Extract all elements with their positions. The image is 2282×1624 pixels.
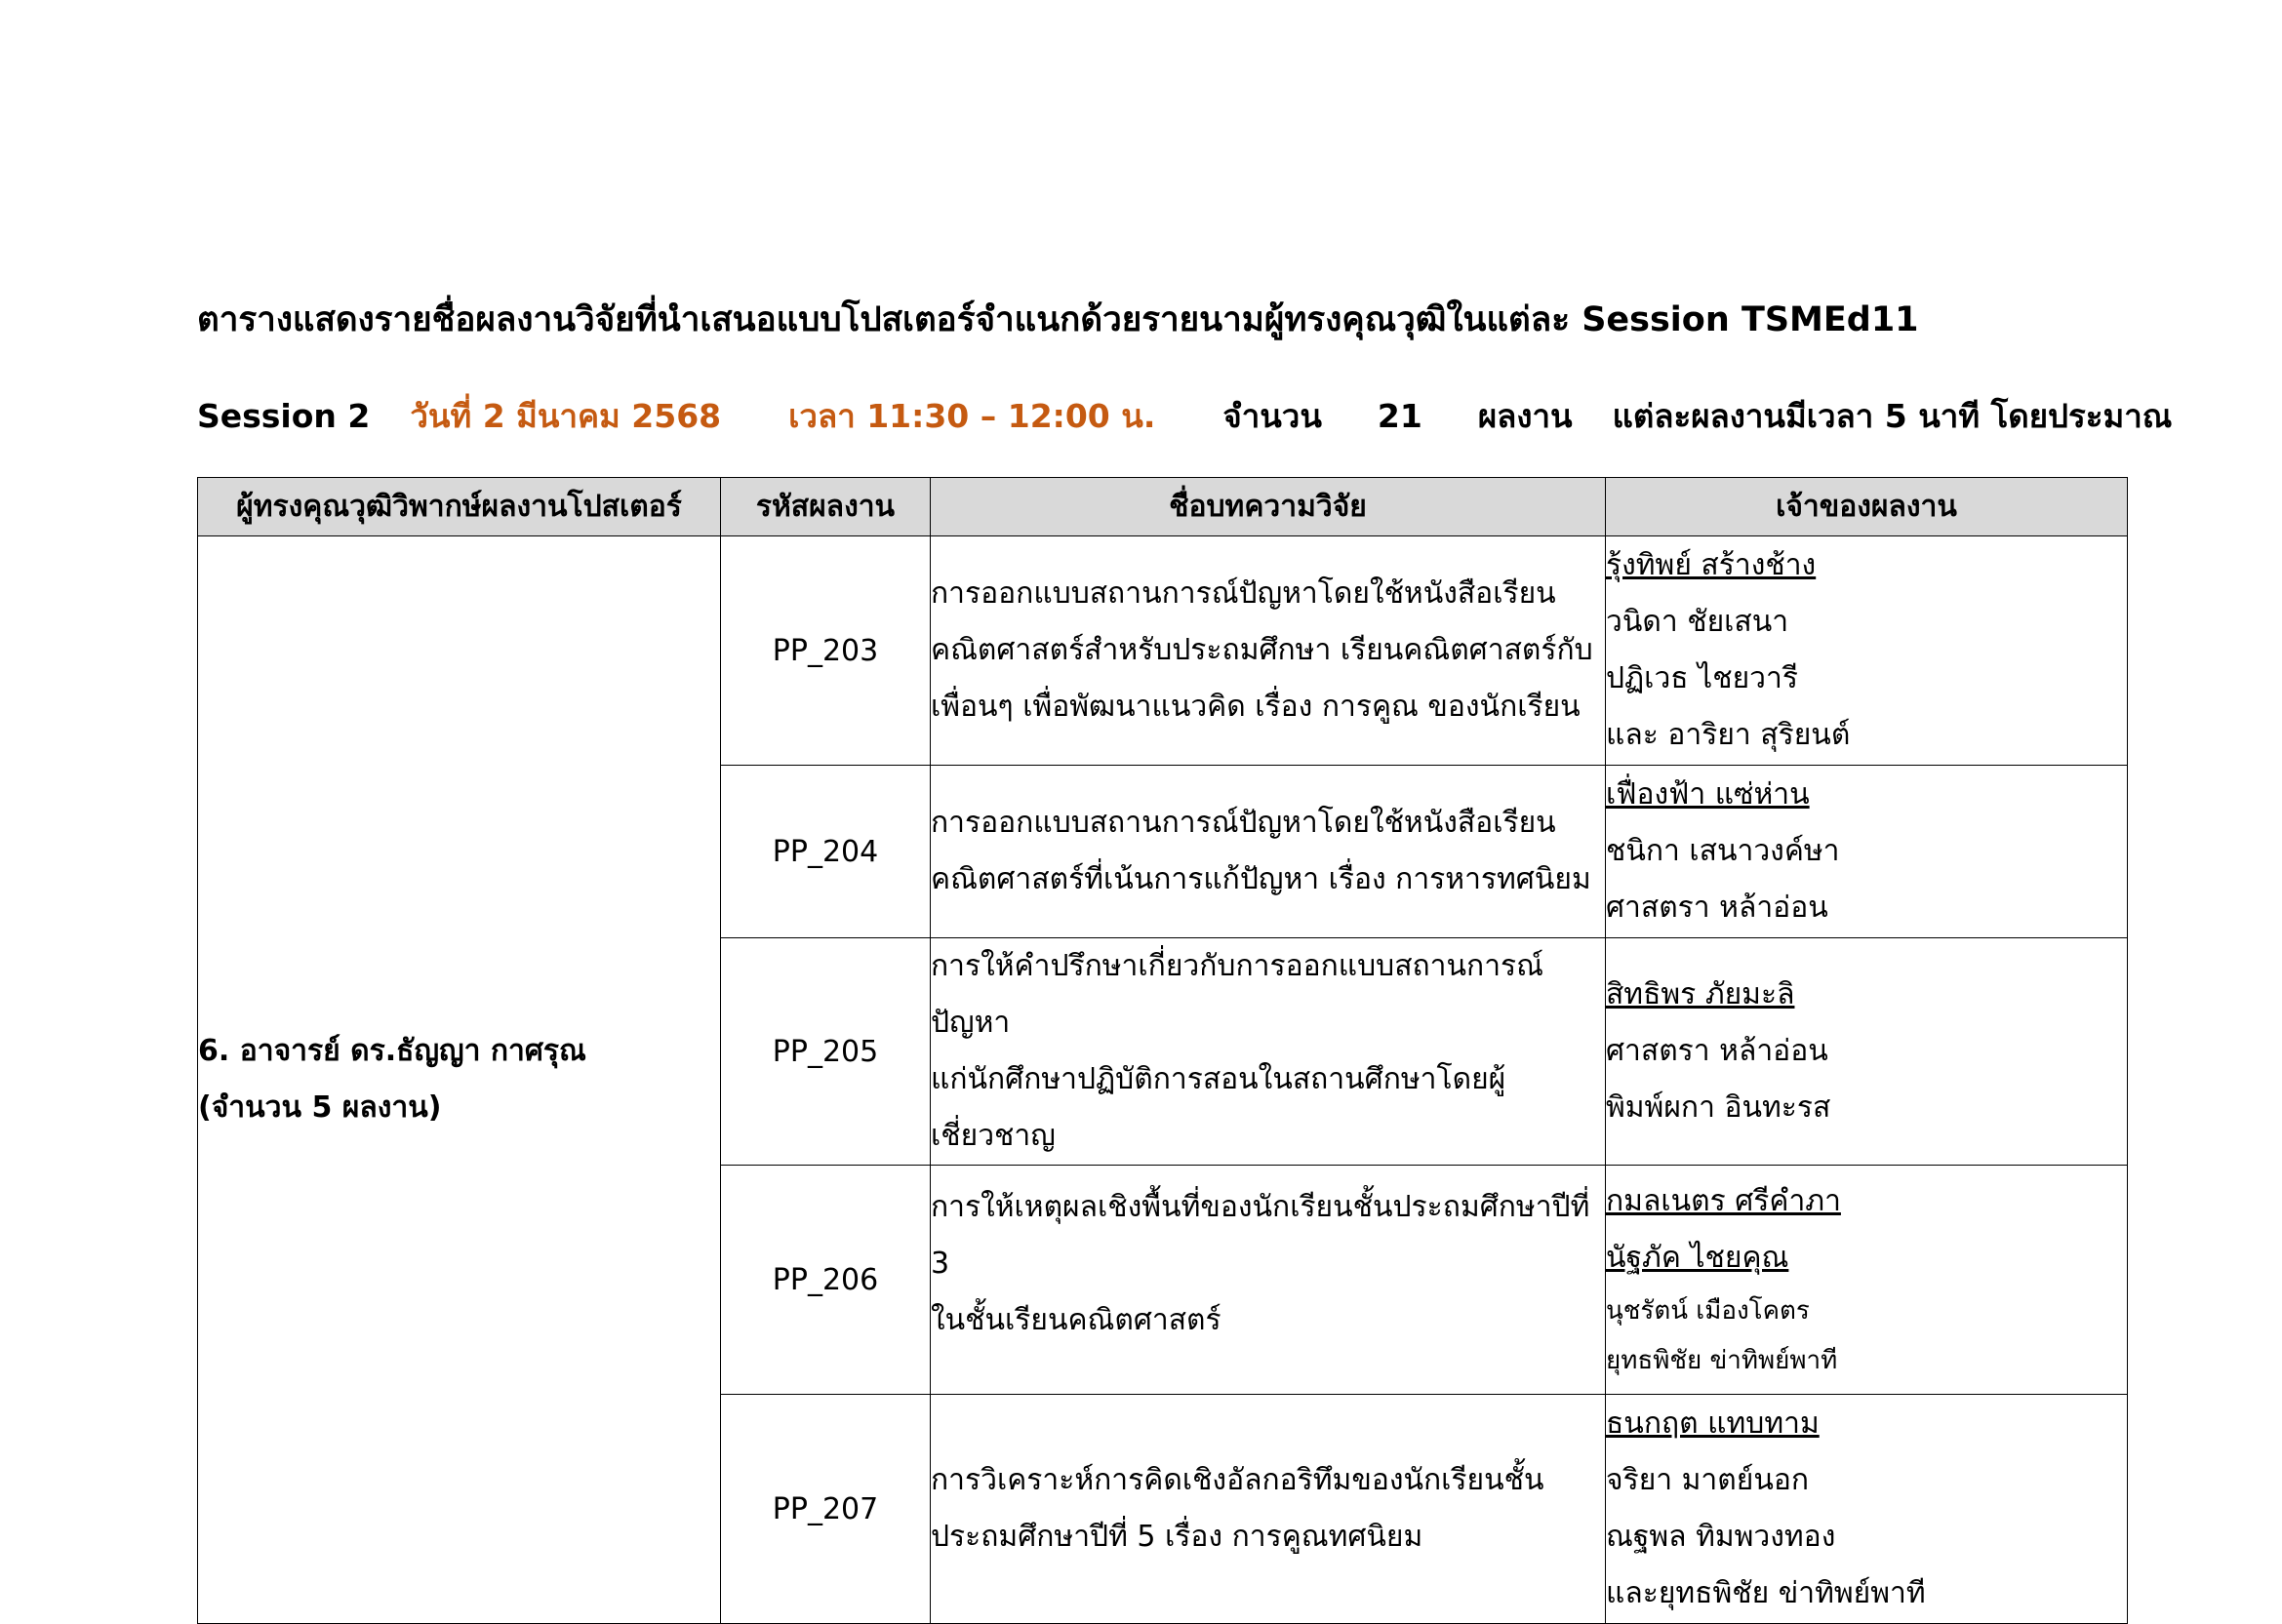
owner-lead: นัฐภัค ไชยคุณ [1606, 1241, 1789, 1275]
session-note: แต่ละผลงานมีเวลา 5 นาที โดยประมาณ [1612, 397, 2173, 435]
table-row [198, 536, 2128, 766]
session-info [197, 390, 2172, 442]
paper-title-line: การให้เหตุผลเชิงพื้นที่ของนักเรียนชั้นประถมศึกษาปีที่ 3 [931, 1190, 1590, 1281]
owner: นุชรัตน์ เมืองโคตร [1606, 1296, 1810, 1326]
paper-code: PP_206 [721, 1166, 931, 1395]
reviewer-name: 6. อาจารย์ ดร.ธัญญา กาศรุณ [198, 1034, 586, 1068]
session-label: Session 2 [197, 397, 371, 435]
paper-title [931, 938, 1606, 1166]
owner-lead: เฟื่องฟ้า แซ่ห่าน [1606, 777, 1810, 812]
owner: และยุทธพิชัย ข่าทิพย์พาที [1606, 1576, 1926, 1610]
poster-schedule-table [197, 477, 2128, 1624]
owner: จริยา มาตย์นอก [1606, 1463, 1810, 1497]
reviewer-cell [198, 536, 721, 1624]
header-owner: เจ้าของผลงาน [1606, 478, 2128, 536]
paper-title-line: ในชั้นเรียนคณิตศาสตร์ [931, 1303, 1221, 1337]
paper-owners [1606, 536, 2128, 766]
owner-lead: ธนกฤต แทบทาม [1606, 1406, 1820, 1441]
paper-owners [1606, 1166, 2128, 1395]
paper-title [931, 1166, 1606, 1395]
session-count-value: 21 [1377, 397, 1422, 435]
session-count-unit: ผลงาน [1477, 397, 1573, 435]
paper-code: PP_205 [721, 938, 931, 1166]
paper-title-line: การให้คำปรึกษาเกี่ยวกับการออกแบบสถานการณ์ปัญหา [931, 949, 1543, 1040]
paper-owners [1606, 938, 2128, 1166]
owner: และ อาริยา สุริยนต์ [1606, 718, 1851, 752]
owner: ยุทธพิชัย ข่าทิพย์พาที [1606, 1346, 1838, 1375]
paper-title-line: คณิตศาสตร์ที่เน้นการแก้ปัญหา เรื่อง การหารทศนิยม [931, 862, 1591, 896]
session-time: เวลา 11:30 – 12:00 น. [788, 397, 1156, 435]
paper-owners [1606, 766, 2128, 938]
paper-title [931, 1395, 1606, 1624]
owner: ศาสตรา หล้าอ่อน [1606, 891, 1828, 925]
document-title: ตารางแสดงรายชื่อผลงานวิจัยที่นำเสนอแบบโปสเตอร์จำแนกด้วยรายนามผู้ทรงคุณวุฒิในแต่ละ Session TSMEd11 [197, 300, 1919, 339]
owner: ณฐพล ทิมพวงทอง [1606, 1520, 1836, 1554]
paper-title [931, 536, 1606, 766]
paper-title-line: การวิเคราะห์การคิดเชิงอัลกอริทึมของนักเรียนชั้น [931, 1463, 1544, 1497]
session-count-label: จำนวน [1222, 397, 1322, 435]
owner: วนิดา ชัยเสนา [1606, 605, 1789, 639]
paper-code: PP_204 [721, 766, 931, 938]
session-date: วันที่ 2 มีนาคม 2568 [410, 397, 722, 435]
paper-title-line: ประถมศึกษาปีที่ 5 เรื่อง การคูณทศนิยม [931, 1520, 1423, 1554]
paper-title-line: เพื่อนๆ เพื่อพัฒนาแนวคิด เรื่อง การคูณ ของนักเรียน [931, 690, 1581, 724]
paper-title [931, 766, 1606, 938]
owner-lead: กมลเนตร ศรีคำภา [1606, 1184, 1841, 1218]
owner: พิมพ์ผกา อินทะรส [1606, 1090, 1831, 1125]
owner-lead: รุ้งทิพย์ สร้างช้าง [1606, 548, 1817, 582]
paper-code: PP_207 [721, 1395, 931, 1624]
paper-code: PP_203 [721, 536, 931, 766]
paper-owners [1606, 1395, 2128, 1624]
paper-title-line: การออกแบบสถานการณ์ปัญหาโดยใช้หนังสือเรียน [931, 806, 1556, 840]
owner: ชนิกา เสนาวงค์ษา [1606, 834, 1840, 868]
paper-title-line: การออกแบบสถานการณ์ปัญหาโดยใช้หนังสือเรียน [931, 576, 1556, 611]
table-header-row [198, 478, 2128, 536]
reviewer-count: (จำนวน 5 ผลงาน) [198, 1090, 442, 1125]
header-title: ชื่อบทความวิจัย [931, 478, 1606, 536]
paper-title-line: คณิตศาสตร์สำหรับประถมศึกษา เรียนคณิตศาสตร์กับ [931, 633, 1593, 667]
header-code: รหัสผลงาน [721, 478, 931, 536]
owner: ปฏิเวธ ไชยวารี [1606, 661, 1798, 695]
owner-lead: สิทธิพร ภัยมะลิ [1606, 977, 1795, 1011]
owner: ศาสตรา หล้าอ่อน [1606, 1034, 1828, 1068]
paper-title-line: แก่นักศึกษาปฏิบัติการสอนในสถานศึกษาโดยผู้เชี่ยวชาญ [931, 1062, 1506, 1153]
header-reviewer: ผู้ทรงคุณวุฒิวิพากษ์ผลงานโปสเตอร์ [198, 478, 721, 536]
